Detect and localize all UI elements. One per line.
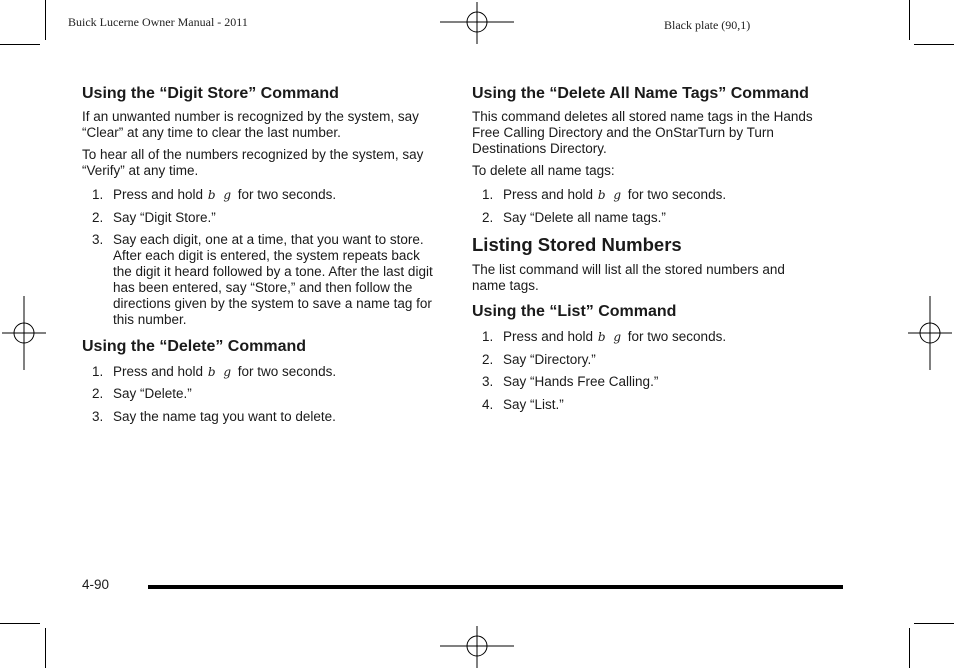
step-text: Say “Delete.” — [113, 386, 192, 401]
step-number: 1. — [482, 187, 494, 202]
step-text: Say “Directory.” — [503, 351, 596, 367]
step-number: 3. — [92, 232, 104, 247]
step-text: Say “List.” — [503, 396, 564, 412]
section-heading-listing-stored-numbers: Listing Stored Numbers — [472, 234, 682, 255]
paragraph: To delete all name tags: — [472, 163, 615, 178]
step-number: 1. — [482, 329, 494, 344]
paragraph: This command deletes all stored name tags in the Hands Free Calling Directory and the OnStarTurn by Turn Destinations Directory. — [472, 109, 813, 156]
step-number: 2. — [482, 209, 494, 225]
list-item — [82, 364, 442, 380]
section-heading-list: Using the “List” Command — [472, 303, 677, 320]
step-text: for two seconds. — [627, 187, 727, 202]
steps-list-delete — [82, 364, 442, 425]
page-number: 4-90 — [82, 577, 110, 592]
step-text: Press and hold — [503, 187, 594, 202]
step-number: 3. — [482, 374, 494, 389]
step-text: for two seconds. — [627, 329, 727, 344]
list-item — [472, 397, 822, 413]
step-text: for two seconds. — [237, 363, 337, 379]
list-item — [472, 187, 822, 203]
section-heading-delete-all-name-tags: Using the “Delete All Name Tags” Command — [472, 85, 809, 102]
steps-list-list — [472, 329, 822, 413]
registration-mark-left — [2, 296, 46, 370]
step-text: Press and hold — [113, 363, 204, 379]
step-text: Say “Delete all name tags.” — [503, 209, 666, 225]
step-text: Press and hold — [113, 187, 204, 202]
list-item — [82, 232, 442, 328]
list-item — [472, 374, 822, 390]
push-to-talk-button-icon: b g — [597, 330, 624, 344]
step-number: 1. — [92, 187, 104, 202]
section-heading-delete: Using the “Delete” Command — [82, 337, 307, 355]
step-number: 4. — [482, 396, 494, 412]
list-item — [472, 329, 822, 345]
push-to-talk-button-icon: b g — [597, 188, 624, 202]
paragraph: The list command will list all the stored numbers and name tags. — [472, 262, 785, 293]
list-item — [82, 210, 442, 226]
step-number: 2. — [92, 386, 104, 401]
paragraph: If an unwanted number is recognized by the system, say “Clear” at any time to clear the last number. — [82, 109, 419, 140]
step-number: 2. — [482, 351, 494, 367]
push-to-talk-button-icon: b g — [207, 364, 234, 379]
steps-list-digit-store — [82, 187, 442, 328]
step-text: Say “Digit Store.” — [113, 209, 216, 225]
steps-list-delete-all — [472, 187, 822, 226]
list-item — [82, 386, 442, 402]
plate-label: Black plate (90,1) — [664, 18, 751, 32]
push-to-talk-button-icon: b g — [207, 188, 234, 202]
left-column — [82, 84, 442, 431]
list-item — [472, 210, 822, 226]
running-header-title: Buick Lucerne Owner Manual - 2011 — [68, 15, 248, 29]
step-text: for two seconds. — [237, 187, 337, 202]
step-number: 3. — [92, 408, 104, 424]
section-heading-digit-store: Using the “Digit Store” Command — [82, 85, 339, 102]
step-text: Say “Hands Free Calling.” — [503, 374, 659, 389]
right-column — [472, 84, 822, 419]
step-text: Say the name tag you want to delete. — [113, 408, 336, 424]
list-item — [472, 352, 822, 368]
registration-mark-top — [440, 2, 514, 44]
footer-rule — [148, 585, 843, 589]
step-number: 2. — [92, 209, 104, 225]
step-number: 1. — [92, 363, 104, 379]
paragraph: To hear all of the numbers recognized by the system, say “Verify” at any time. — [82, 147, 424, 178]
list-item — [82, 187, 442, 203]
registration-mark-bottom — [440, 626, 514, 668]
list-item — [82, 409, 442, 425]
step-text: Say each digit, one at a time, that you want to store. After each digit is entered, the system repeats back the digit it heard followed by a tone. After the last digit has been entered, say “Store,” and then follow the directions given by the system to save a name tag for this number. — [113, 232, 433, 327]
registration-mark-right — [908, 296, 952, 370]
step-text: Press and hold — [503, 329, 594, 344]
